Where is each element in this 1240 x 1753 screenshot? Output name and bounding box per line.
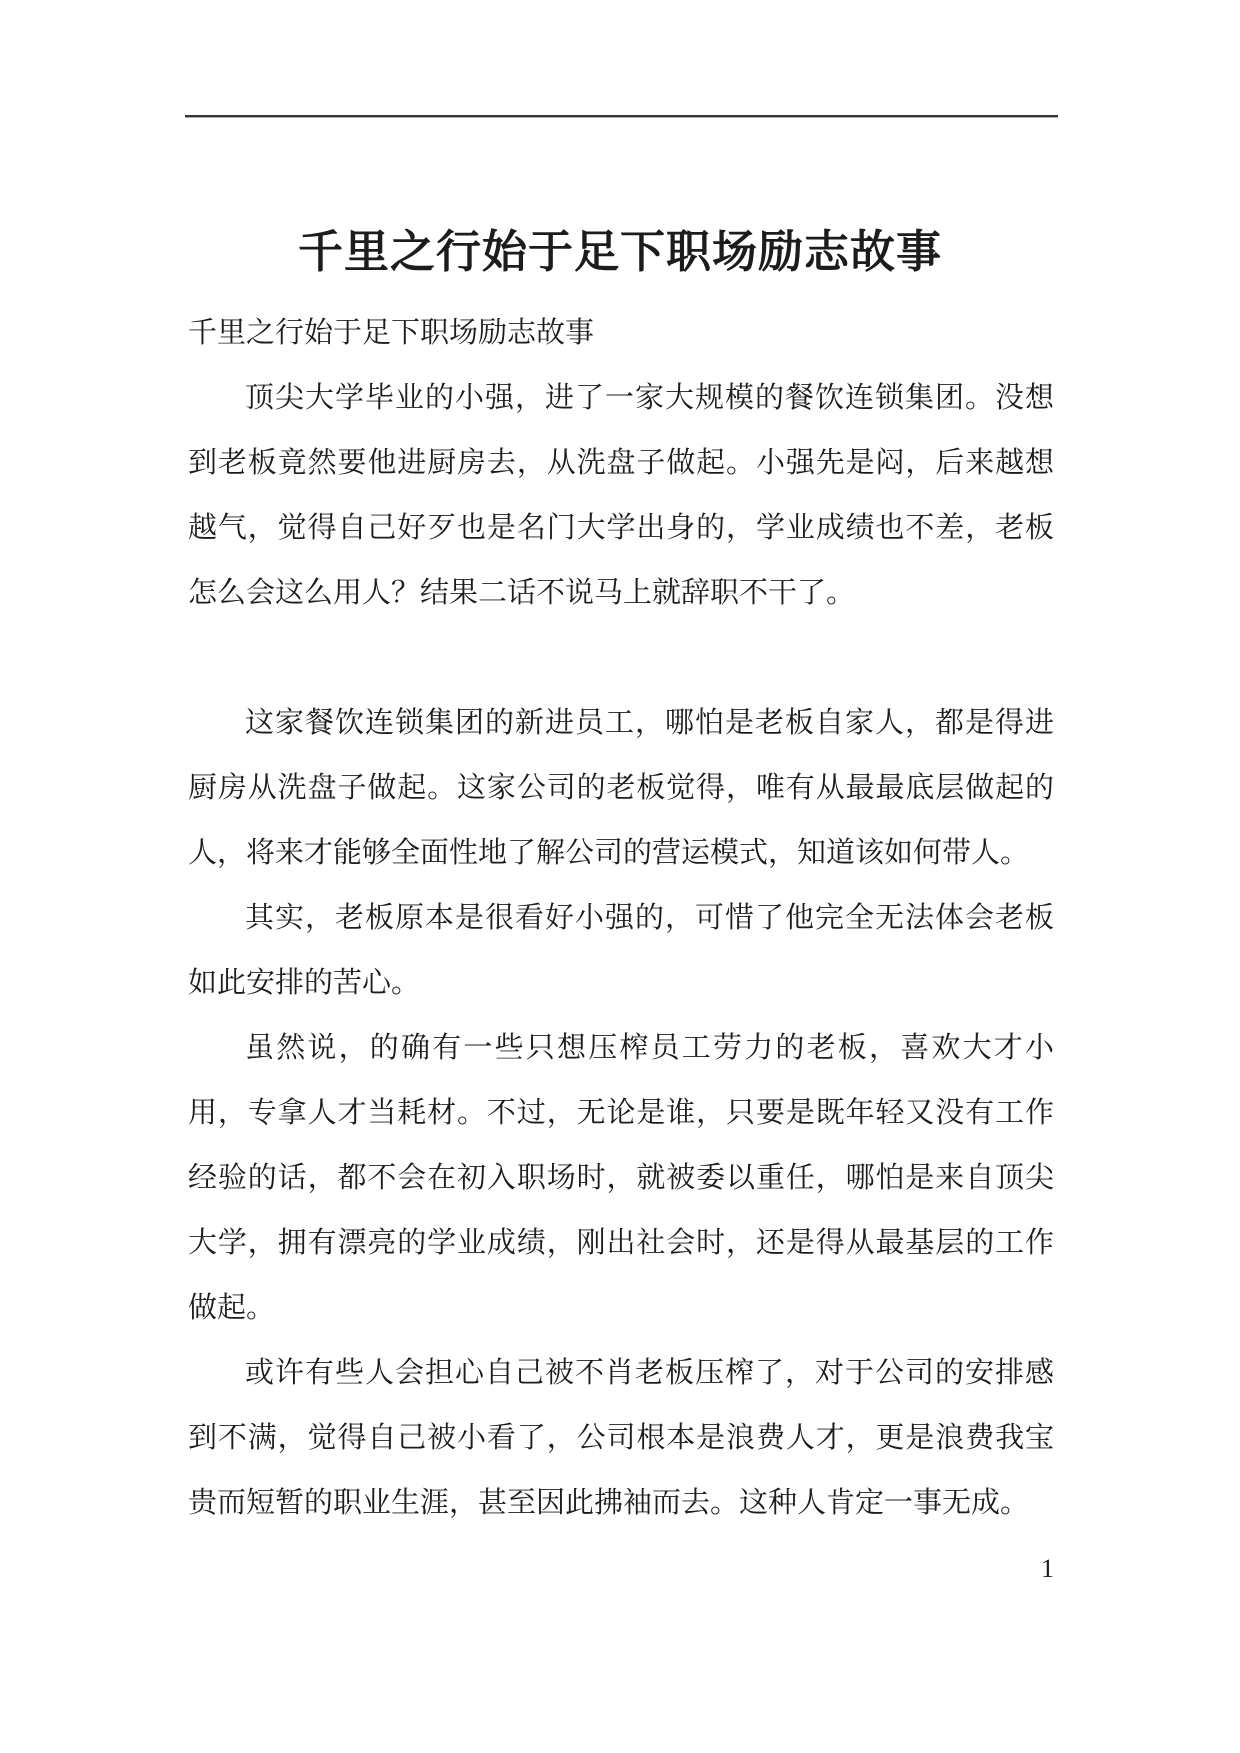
text-line: 或许有些人会担心自己被不肖老板压榨了，对于公司的安排感 [245,1357,1054,1389]
text-line: 厨房从洗盘子做起。这家公司的老板觉得，唯有从最最底层做起的 [188,772,1054,804]
text-line: 人，将来才能够全面性地了解公司的营运模式，知道该如何带人。 [188,837,1030,869]
text-line: 到不满，觉得自己被小看了，公司根本是浪费人才，更是浪费我宝 [188,1422,1054,1454]
text-line: 经验的话，都不会在初入职场时，就被委以重任，哪怕是来自顶尖 [188,1162,1054,1194]
text-line: 如此安排的苦心。 [188,967,421,999]
text-line: 其实，老板原本是很看好小强的，可惜了他完全无法体会老板 [245,902,1054,934]
page-number: 1 [1041,1554,1054,1583]
text-line [188,626,1054,691]
text-line: 怎么会这么用人？结果二话不说马上就辞职不干了。 [188,577,856,609]
document-body [188,301,1054,1536]
text-line: 大学，拥有漂亮的学业成绩，刚出社会时，还是得从最基层的工作 [188,1227,1054,1259]
document-title: 千里之行始于足下职场励志故事 [297,227,942,278]
text-line: 虽然说，的确有一些只想压榨员工劳力的老板，喜欢大才小 [245,1032,1054,1064]
text-line: 做起。 [188,1292,276,1324]
text-line: 这家餐饮连锁集团的新进员工，哪怕是老板自家人，都是得进 [245,707,1054,739]
text-line: 顶尖大学毕业的小强，进了一家大规模的餐饮连锁集团。没想 [245,382,1054,414]
text-line: 到老板竟然要他进厨房去，从洗盘子做起。小强先是闷，后来越想 [188,447,1054,479]
text-line: 贵而短暂的职业生涯，甚至因此拂袖而去。这种人肯定一事无成。 [188,1487,1030,1519]
text-line: 用，专拿人才当耗材。不过，无论是谁，只要是既年轻又没有工作 [188,1097,1054,1129]
text-line: 越气，觉得自己好歹也是名门大学出身的，学业成绩也不差，老板 [188,512,1054,544]
header-rule [185,115,1058,118]
text-line: 千里之行始于足下职场励志故事 [188,317,595,349]
